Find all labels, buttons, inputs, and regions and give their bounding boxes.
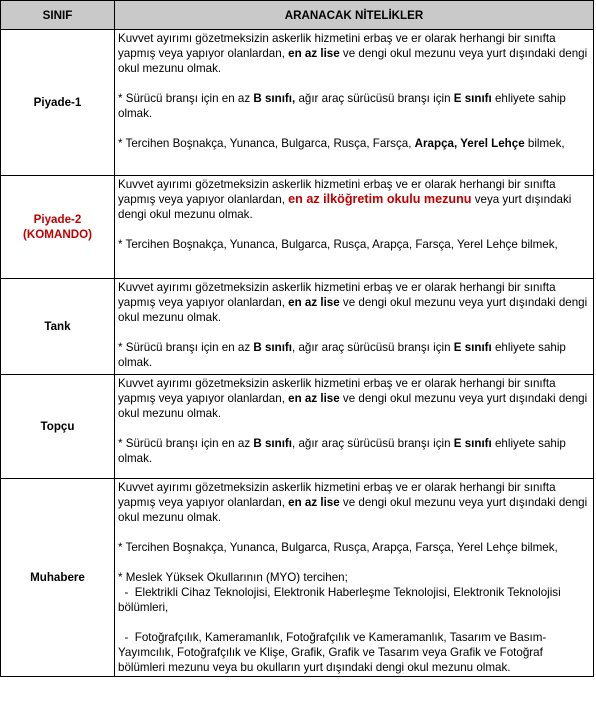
paragraph: Kuvvet ayırımı gözetmeksizin askerlik hizmetini erbaş ve er olarak herhangi bir sınıfta yapmış veya yapıyor olanlardan, en az lise ve dengi okul mezunu veya yurt dışındaki dengi okul mezunu olmak. [118, 32, 588, 75]
qualifications-cell [115, 375, 594, 479]
class-cell [1, 279, 115, 375]
table-row [1, 176, 594, 279]
qualifications-cell [115, 279, 594, 375]
class-name: Tank [44, 320, 71, 333]
paragraph: * Meslek Yüksek Okullarının (MYO) tercihen; [118, 571, 348, 584]
header-class: SINIF [1, 1, 115, 30]
paragraph: * Sürücü branşı için en az B sınıfı, ağır araç sürücüsü branşı için E sınıfı ehliyete sahip olmak. [118, 92, 566, 120]
table-row [1, 30, 594, 176]
header-qualifications: ARANACAK NİTELİKLER [115, 1, 594, 30]
table-row [1, 375, 594, 479]
paragraph: Kuvvet ayırımı gözetmeksizin askerlik hizmetini erbaş ve er olarak herhangi bir sınıfta yapmış veya yapıyor olanlardan, en az ilköğretim okulu mezunu veya yurt dışındaki dengi okul mezunu olmak. [118, 178, 572, 221]
class-name: Muhabere [30, 571, 85, 584]
paragraph: - Elektrikli Cihaz Teknolojisi, Elektronik Haberleşme Teknolojisi, Elektronik Teknolojisi bölümleri, [118, 586, 564, 614]
paragraph: * Sürücü branşı için en az B sınıfı, ağır araç sürücüsü branşı için E sınıfı ehliyete sahip olmak. [118, 341, 566, 369]
qualifications-cell [115, 176, 594, 279]
class-name: Piyade-1 [33, 96, 82, 109]
paragraph: Kuvvet ayırımı gözetmeksizin askerlik hizmetini erbaş ve er olarak herhangi bir sınıfta yapmış veya yapıyor olanlardan, en az lise ve dengi okul mezunu veya yurt dışındaki dengi okul mezunu olmak. [118, 377, 588, 420]
paragraph: * Tercihen Boşnakça, Yunanca, Bulgarca, Rusça, Arapça, Farsça, Yerel Lehçe bilmek, [118, 541, 558, 554]
class-name: Topçu [40, 420, 75, 433]
qualifications-cell [115, 30, 594, 176]
table-row [1, 479, 594, 677]
class-cell [1, 176, 115, 279]
class-name: Piyade-2 [33, 213, 82, 226]
paragraph: Kuvvet ayırımı gözetmeksizin askerlik hizmetini erbaş ve er olarak herhangi bir sınıfta yapmış veya yapıyor olanlardan, en az lise ve dengi okul mezunu veya yurt dışındaki dengi okul mezunu olmak. [118, 481, 588, 524]
paragraph: * Sürücü branşı için en az B sınıfı, ağır araç sürücüsü branşı için E sınıfı ehliyete sahip olmak. [118, 437, 566, 465]
table-row [1, 279, 594, 375]
class-subname: (KOMANDO) [23, 228, 92, 241]
class-cell [1, 479, 115, 677]
qualifications-cell [115, 479, 594, 677]
paragraph: * Tercihen Boşnakça, Yunanca, Bulgarca, Rusça, Arapça, Farsça, Yerel Lehçe bilmek, [118, 238, 558, 251]
class-cell [1, 375, 115, 479]
paragraph: * Tercihen Boşnakça, Yunanca, Bulgarca, Rusça, Farsça, Arapça, Yerel Lehçe bilmek, [118, 137, 565, 150]
paragraph: Kuvvet ayırımı gözetmeksizin askerlik hizmetini erbaş ve er olarak herhangi bir sınıfta yapmış veya yapıyor olanlardan, en az lise ve dengi okul mezunu veya yurt dışındaki dengi okul mezunu olmak. [118, 281, 588, 324]
paragraph: - Fotoğrafçılık, Kameramanlık, Fotoğrafçılık ve Kameramanlık, Tasarım ve Basım-Yayımcılık, Fotoğrafçılık ve Klişe, Grafik, Grafik ve Tasarım veya Grafik ve Fotoğraf bölümleri mezunu veya bu okulların yurt dışındaki dengi okul mezunu olmak. [118, 631, 547, 674]
class-cell [1, 30, 115, 176]
header-row [1, 1, 594, 30]
